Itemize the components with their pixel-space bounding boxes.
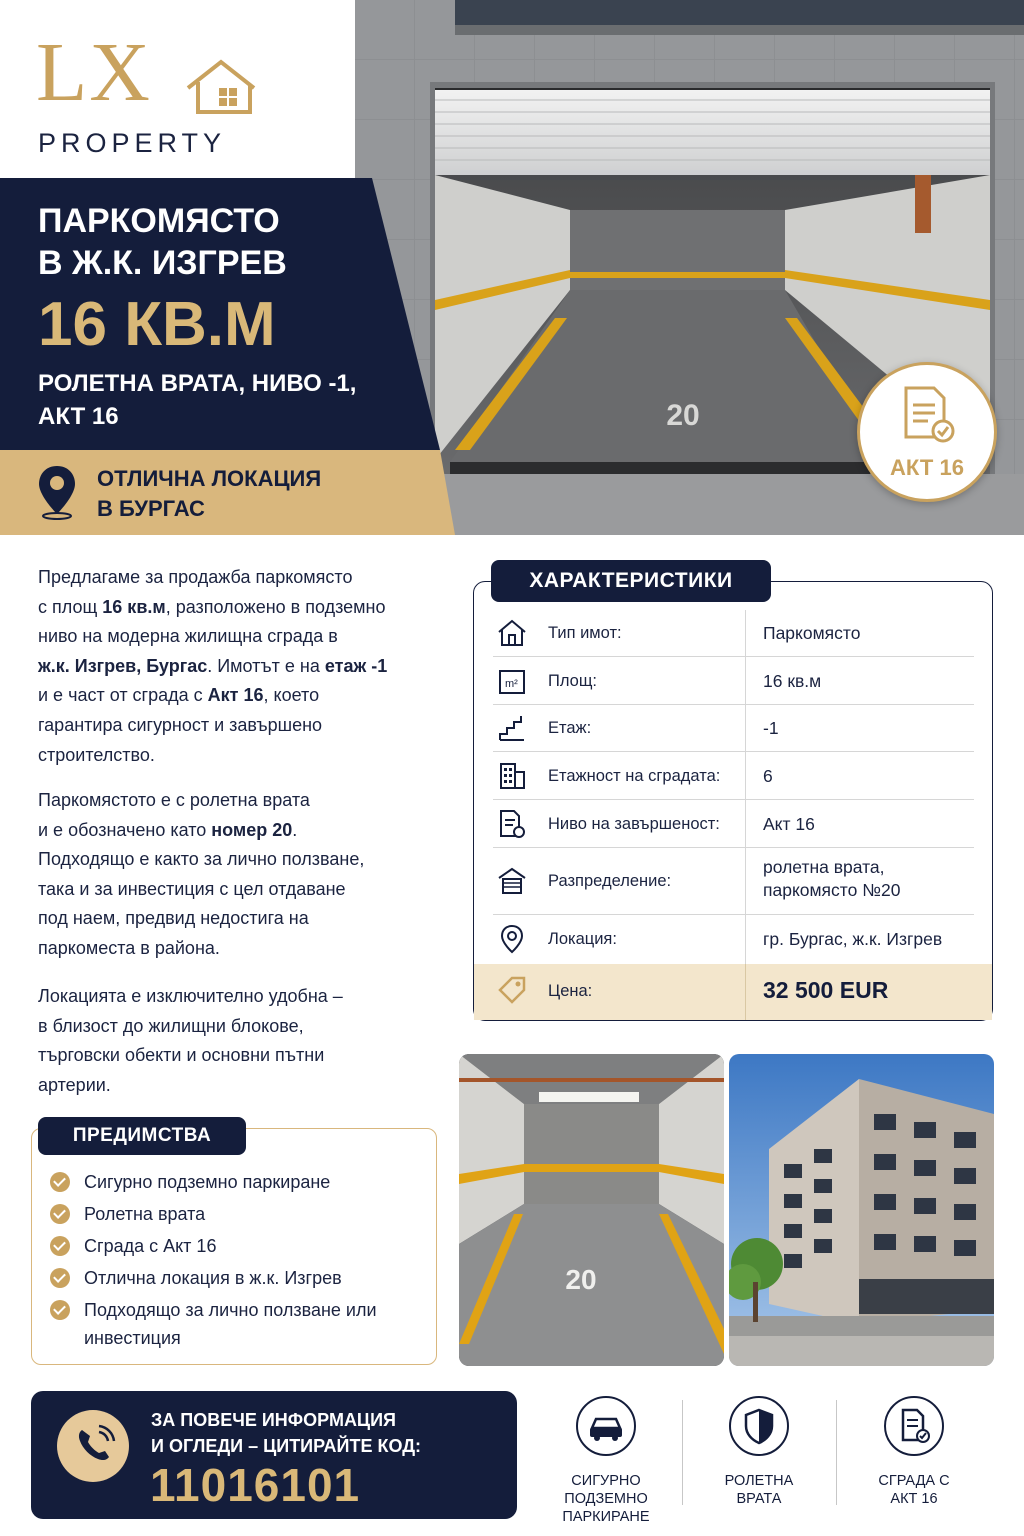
description-paragraph-1: Предлагаме за продажба паркомясто с площ 16 кв.м, разположено в подземно ниво на модерна жилищна сграда в ж.к. Изгрев, Бургас. Имотът е на етаж -1 и е част от сграда с Акт 16, което гарантира сигурност и завършено строителство. [38,567,388,765]
spot-number-floor: 20 [666,399,700,432]
advantage-item: Сграда с Акт 16 [50,1232,414,1260]
advantage-item: Ролетна врата [50,1200,414,1228]
description-paragraph-2: Паркомястото е с ролетна врата и е обозначено като номер 20. Подходящо е както за лично ползване, така и за инвестиция с цел отдаване под наем, предвид недостига на паркоместа в района. [38,790,365,958]
description-paragraph-3: Локацията е изключително удобна – в близост до жилищни блокове, търговски обекти и основни пътни артерии. [38,986,343,1095]
document-check-icon [902,385,956,445]
document-icon [497,809,527,839]
house-logo-icon [186,58,256,118]
garage-icon [497,866,527,896]
table-row: Етаж: -1 [493,705,974,752]
check-icon [50,1172,70,1192]
table-row: Етажност на сградата: 6 [493,752,974,800]
table-row: Локация: гр. Бургас, ж.к. Изгрев [493,915,974,964]
logo-subtitle: PROPERTY [38,128,227,158]
table-row: Тип имот: Паркомясто [493,610,974,657]
feature-roller-door: РОЛЕТНА ВРАТА [694,1396,824,1508]
price-label: Цена: [548,982,593,1000]
characteristics-title: ХАРАКТЕРИСТИКИ [491,560,771,602]
building-exterior-photo[interactable] [729,1054,994,1366]
house-icon [497,618,527,648]
parking-interior-photo[interactable] [459,1054,724,1366]
location-line-1: ОТЛИЧНА ЛОКАЦИЯ [97,466,322,491]
advantages-title: ПРЕДИМСТВА [38,1117,246,1155]
svg-text:m²: m² [505,678,518,690]
divider [682,1400,683,1505]
price-value: 32 500 EUR [763,977,889,1003]
bold-text: ж.к. Изгрев, Бургас [38,655,208,676]
feature-akt16: СГРАДА С АКТ 16 [849,1396,979,1508]
headline-line-1: ПАРКОМЯСТО [38,202,280,240]
check-icon [50,1236,70,1256]
feature-secure-parking: СИГУРНО ПОДЗЕМНО ПАРКИРАНЕ [541,1396,671,1526]
location-pin-icon [36,464,78,520]
building-icon [497,761,527,791]
divider [836,1400,837,1505]
brand-logo[interactable] [36,28,266,158]
phone-icon [57,1410,129,1482]
akt16-badge [857,362,997,502]
table-row: Разпределение: ролетна врата, паркомясто №20 [493,848,974,915]
subtitle-line-2: АКТ 16 [38,403,119,430]
bold-text: етаж -1 [324,655,388,676]
contact-line-2: И ОГЛЕДИ – ЦИТИРАЙТЕ КОД: [151,1436,422,1456]
advantage-item: Отлична локация в ж.к. Изгрев [50,1264,414,1292]
logo-mark: LX [36,26,152,119]
table-row: m² Площ: 16 кв.м [493,657,974,705]
table-row: Ниво на завършеност: Акт 16 [493,800,974,848]
spot-number-floor: 20 [565,1264,597,1295]
check-icon [50,1204,70,1224]
location-icon [497,924,527,954]
property-code: 11016101 [150,1459,361,1511]
area-icon [497,666,527,696]
bold-text: номер 20 [211,819,293,840]
phone-button[interactable] [57,1410,129,1482]
check-icon [50,1268,70,1288]
bold-text: 16 кв.м [102,596,166,617]
headline-line-2: В Ж.К. ИЗГРЕВ [38,244,287,282]
document-check-icon [884,1396,944,1456]
shield-icon [729,1396,789,1456]
price-tag-icon [497,975,527,1005]
location-line-2: В БУРГАС [97,496,205,521]
stairs-icon [497,713,527,743]
check-icon [50,1300,70,1320]
headline-area: 16 КВ.М [38,290,276,359]
bold-text: Акт 16 [207,685,264,706]
contact-line-1: ЗА ПОВЕЧЕ ИНФОРМАЦИЯ [151,1410,396,1430]
advantage-item: Сигурно подземно паркиране [50,1168,414,1196]
car-icon [576,1396,636,1456]
akt16-badge-label: АКТ 16 [890,455,964,480]
subtitle-line-1: РОЛЕТНА ВРАТА, НИВО -1, [38,370,357,397]
advantage-item: Подходящо за лично ползване или инвестиция [50,1296,414,1352]
